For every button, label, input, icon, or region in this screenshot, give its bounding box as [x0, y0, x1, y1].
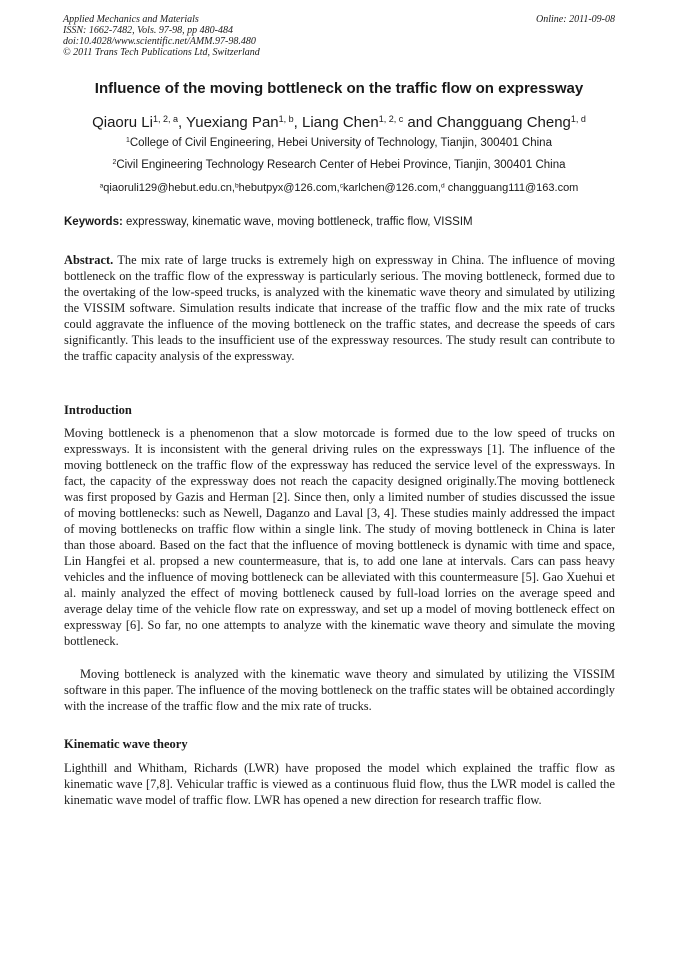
journal-header	[63, 14, 615, 58]
email-superscript: c	[339, 182, 343, 190]
issn-line: ISSN: 1662-7482, Vols. 97-98, pp 480-484	[63, 25, 233, 36]
author-separator: ,	[177, 114, 187, 131]
email-superscript: b	[234, 182, 239, 190]
author-superscript: 1, 2, a	[152, 114, 178, 125]
author-list	[40, 113, 638, 133]
author-superscript: 1, b	[278, 114, 294, 125]
online-date: Online: 2011-09-08	[536, 14, 615, 25]
affiliation-text: Civil Engineering Technology Research Center of Hebei Province, Tianjin, 300401 China	[116, 159, 566, 171]
author-name: Qiaoru Li	[92, 114, 153, 131]
section-heading-kinematic-wave: Kinematic wave theory	[64, 737, 188, 751]
paper-title: Influence of the moving bottleneck on the traffic flow on expressway	[94, 80, 584, 97]
journal-name: Applied Mechanics and Materials	[63, 14, 199, 25]
affiliation-superscript: 2	[112, 159, 117, 167]
kinematic-paragraph-1: Lighthill and Whitham, Richards (LWR) have proposed the model which explained the traffic flow as kinematic wave [7,8]. Vehicular traffic is viewed as a continuous fluid flow, thus the LWR model is called the kinematic wave model of traffic flow. LWR has opened a new direction for research traffic flow.	[64, 761, 615, 807]
email-address[interactable]: karlchen@126.com,	[342, 182, 441, 194]
author-name: Changguang Cheng	[436, 114, 571, 131]
abstract-text: The mix rate of large trucks is extremely high on expressway in China. The influence of moving bottleneck on the traffic flow of the expressway is particularly serious. The moving bottleneck, formed due to the overtaking of the low-speed trucks, is analyzed with the kinematic wave theory and simulated by utilizing the VISSIM software. Simulation results indicate that increase of the traffic flow and the mix rate of trucks could aggravate the influence of the moving bottleneck on the traffic states, and decrease the speeds of cars significantly. This leads to the insufficient use of the expressway resources. The study result can contribute to the traffic capacity analysis of the expressway.	[64, 253, 615, 363]
keywords-label: Keywords:	[64, 216, 123, 228]
abstract-paragraph	[64, 252, 615, 364]
introduction-paragraph-1: Moving bottleneck is a phenomenon that a slow motorcade is formed due to the low speed of trucks on expressways. It is inconsistent with the general driving rules on the expressways [1]. The influence of the moving bottleneck on the traffic flow of the expressway has reduced the service level of the expressways. In fact, the capacity of the expressway does not reach the capacity designed originally.The moving bottleneck was first proposed by Gazis and Herman [2]. Since then, only a limited number of studies discussed the issue of moving bottlenecks: such as Newell, Daganzo and Laval [3, 4]. These studies mainly addressed the impact of moving bottlenecks on traffic flow within a single link. The study of moving bottleneck in China is later than those aboard. Based on the fact that the influence of moving bottleneck is dynamic with time and space, Lin Hangfei et al. propsed a new countermeasure, that is, to add one lane at intervals. Cars can pass heavy vehicles and the influence of moving bottleneck can be alleviated with this countermeasure [5]. Gao Xuehui et al. mainly analyzed the effect of moving bottleneck caused by full-load lorries on the average speed and average delay time of the vehicle flow rate on expressway, and set up a model of moving bottleneck effect on expressway [6]. So far, no one attempts to analyze with the kinematic wave theory and simulate the moving bottleneck.	[64, 426, 615, 648]
copyright-line: © 2011 Trans Tech Publications Ltd, Switzerland	[63, 47, 260, 58]
section-heading-introduction: Introduction	[64, 403, 132, 417]
keywords	[64, 215, 616, 229]
affiliation-text: College of Civil Engineering, Hebei University of Technology, Tianjin, 300401 China	[129, 137, 552, 149]
author-separator: and	[403, 114, 437, 131]
doi-line: doi:10.4028/www.scientific.net/AMM.97-98.480	[63, 36, 256, 47]
abstract-label: Abstract.	[64, 253, 114, 267]
email-address[interactable]: hebutpyx@126.com,	[238, 182, 340, 194]
email-superscript: a	[99, 182, 104, 190]
email-address[interactable]: changguang111@163.com	[444, 182, 579, 194]
affiliation-superscript: 1	[126, 137, 130, 145]
email-address[interactable]: qiaoruli129@hebut.edu.cn,	[103, 182, 235, 194]
keywords-text: expressway, kinematic wave, moving bottleneck, traffic flow, VISSIM	[122, 216, 473, 228]
author-superscript: 1, d	[570, 114, 586, 125]
author-name: Yuexiang Pan	[186, 114, 279, 131]
email-list	[40, 181, 638, 195]
email-superscript: d	[440, 182, 445, 190]
affiliation-1	[40, 136, 638, 150]
affiliation-2	[40, 158, 638, 172]
author-superscript: 1, 2, c	[378, 114, 404, 125]
author-separator: ,	[293, 114, 302, 131]
introduction-paragraph-2: Moving bottleneck is analyzed with the kinematic wave theory and simulated by utilizing the VISSIM software in this paper. The influence of the moving bottleneck on the traffic states will be obtained accordingly with the increase of the traffic flow and the mix rate of trucks.	[64, 667, 615, 713]
author-name: Liang Chen	[301, 114, 379, 131]
